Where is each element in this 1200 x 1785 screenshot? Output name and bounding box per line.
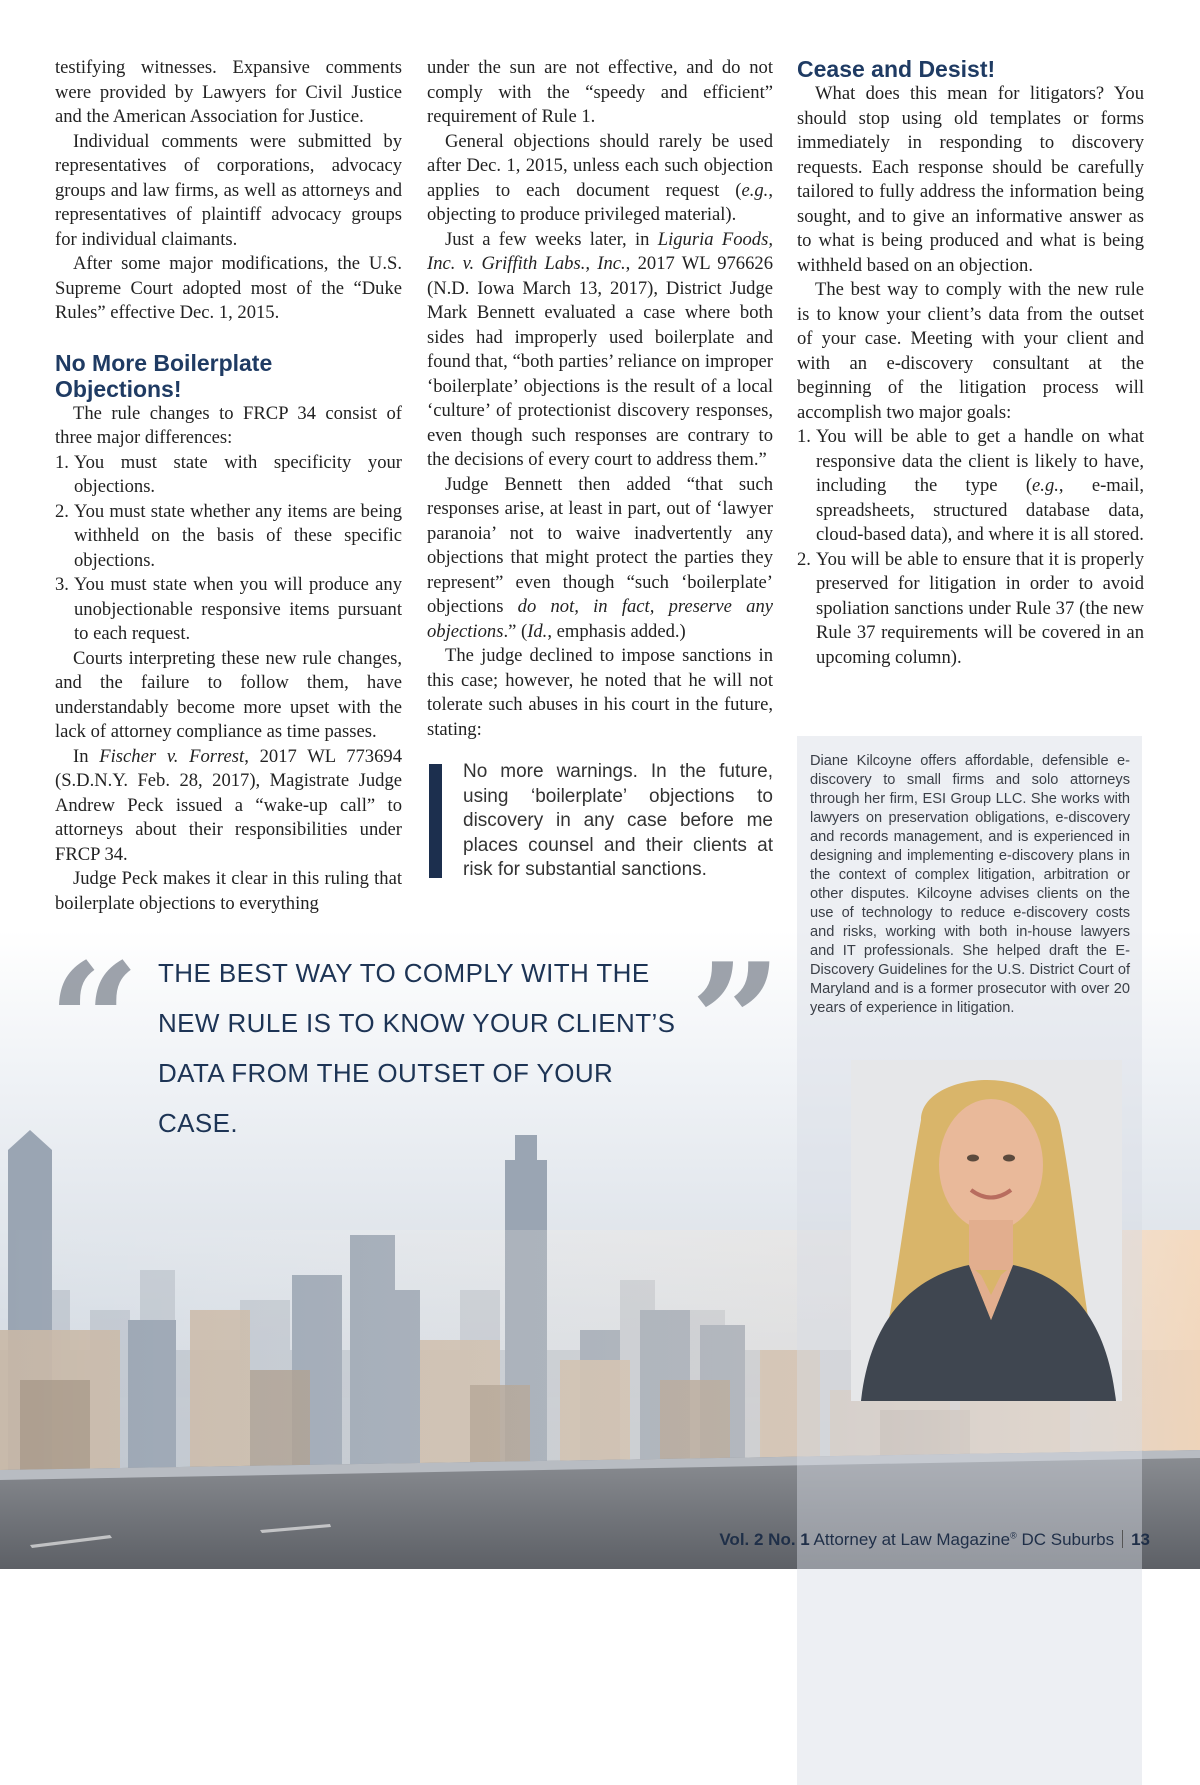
paragraph: The best way to comply with the new rule is to know your client’s data from the outset of your case. Meeting with your client and with an e-discovery consultant at the beginning of the litigation process will accomplish two major goals: [797,279,1144,423]
paragraph: General objections should rarely be used after Dec. 1, 2015, unless each such objection applies to each document request (e.g., objecting to produce privileged material). [427,130,773,225]
paragraph: The rule changes to FRCP 34 consist of three major differences: [55,402,402,448]
pull-quote: THE BEST WAY TO COMPLY WITH THE NEW RULE IS TO KNOW YOUR CLIENT’S DATA FROM THE OUTSET OF YOUR CASE. [158,958,676,1138]
paragraph: Just a few weeks later, in Liguria Foods, Inc. v. Griffith Labs., Inc., 2017 WL 976626 (N.D. Iowa March 13, 2017), District Judge Mark Bennett evaluated a case where both sides had improperly used boilerplate and found that, “both parties’ reliance on improper ‘boilerplate’ objections is the result of a local ‘culture’ of protectionist discovery responses, even though such responses are contrary to the decisions of every court to address them.” [427,228,773,470]
close-quote-icon: ” [690,928,783,1116]
rule-changes-list [55,451,402,647]
list-item: 1. You must state with specificity your objections. [55,451,402,497]
judge-blockquote: No more warnings. In the future, using ‘boilerplate’ objections to discovery in any case before me places counsel and their clients at risk for substantial sanctions. [427,760,773,883]
case-citation: Liguria Foods, Inc. v. Griffith Labs., Inc. [427,228,773,274]
list-item: 2. You will be able to ensure that it is properly preserved for litigation in order to avoid spoliation sanctions under Rule 37 (the new Rule 37 requirements will be covered in an upcoming column). [797,548,1144,668]
magazine-title: Attorney at Law Magazine [813,1530,1011,1549]
paragraph: Judge Peck makes it clear in this ruling that boilerplate objections to everything [55,868,402,914]
quote-bar [429,764,442,878]
open-quote-icon: “ [48,928,141,1116]
paragraph: The judge declined to impose sanctions in this case; however, he noted that he will not tolerate such abuses in his court in the future, stating: [427,645,773,740]
case-citation: Fischer v. Forrest [99,745,245,767]
issue-volume: Vol. 2 No. 1 [719,1530,810,1549]
paragraph: Judge Bennett then added “that such responses arise, at least in part, out of ‘lawyer paranoia’ not to waive inadvertently any objections that might protect the parties they represent” even though “such ‘boilerplate’ objections do not, in fact, preserve any objections.” (Id., emphasis added.) [427,473,773,642]
author-bio: Diane Kilcoyne offers affordable, defensible e-discovery to small firms and solo attorneys through her firm, ESI Group LLC. She works with lawyers on preservation obligations, e-discovery and records management, and is experienced in designing and implementing e-discovery plans in the context of complex litigation, arbitration or other disputes. Kilcoyne advises clients on the use of technology to reduce e-discovery costs and risks, working with both in-house lawyers and IT professionals. She helped draft the E-Discovery Guidelines for the U.S. District Court of Maryland and is a former prosecutor with over 20 years of experience in litigation. [810,753,1130,1016]
paragraph: under the sun are not effective, and do not comply with the “speedy and efficient” requirement of Rule 1. [427,57,773,127]
column-right [797,56,1144,670]
paragraph: What does this mean for litigators? You should stop using old templates or forms immediately in responding to discovery requests. Each response should be carefully tailored to fully address the information being sought, and to give an informative answer as to what is being produced and what is being withheld based on an objection. [797,83,1144,276]
paragraph: testifying witnesses. Expansive comments were provided by Lawyers for Civil Justice and the American Association for Justice. [55,57,402,127]
list-item: 1. You will be able to get a handle on what responsive data the client is likely to have, including the type (e.g., e-mail, spreadsheets, structured database data, cloud-based data), and where it is all stored. [797,426,1144,545]
paragraph: After some major modifications, the U.S. Supreme Court adopted most of the “Duke Rules” effective Dec. 1, 2015. [55,253,402,323]
section-heading-cease-desist: Cease and Desist! [797,56,996,82]
list-item: 2. You must state whether any items are being withheld on the basis of these specific objections. [55,500,402,571]
paragraph: Courts interpreting these new rule changes, and the failure to follow them, have understandably become more upset with the lack of attorney compliance as time passes. [55,647,402,742]
page-footer: Vol. 2 No. 1 Attorney at Law Magazine® DC Suburbs 13 [719,1530,1150,1549]
column-left [55,56,402,916]
goals-list [797,425,1144,670]
edition-name: DC Suburbs [1021,1530,1115,1549]
column-middle [427,56,773,883]
list-item: 3. You must state when you will produce any unobjectionable responsive items pursuant to each request. [55,574,402,644]
section-heading-boilerplate: No More Boilerplate Objections! [55,349,273,402]
paragraph: Individual comments were submitted by representatives of corporations, advocacy groups and law firms, as well as attorneys and representatives of plaintiff advocacy groups for individual claimants. [55,130,402,250]
page-number: 13 [1131,1530,1150,1549]
footer-divider [1122,1530,1123,1548]
author-photo [851,1060,1122,1401]
paragraph: In Fischer v. Forrest, 2017 WL 773694 (S.D.N.Y. Feb. 28, 2017), Magistrate Judge Andrew Peck issued a “wake-up call” to attorneys about their responsibilities under FRCP 34. [55,745,402,865]
